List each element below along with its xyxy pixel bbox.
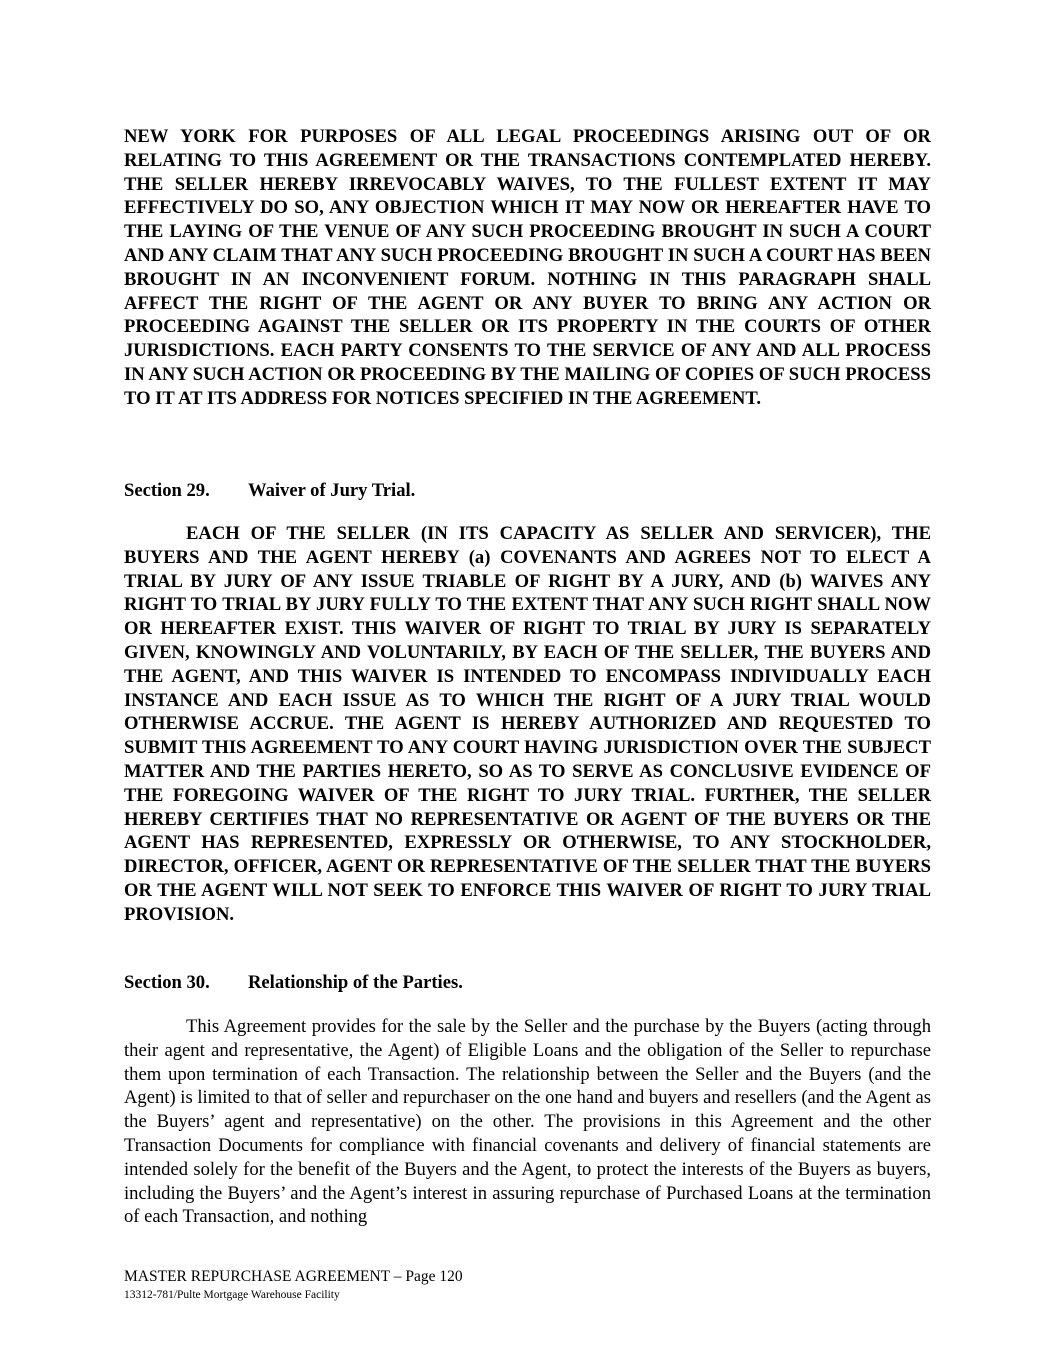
footer-document-reference: 13312-781/Pulte Mortgage Warehouse Facility [124,1289,340,1301]
section-29-body: EACH OF THE SELLER (IN ITS CAPACITY AS SELLER AND SERVICER), THE BUYERS AND THE AGENT HEREBY (a) COVENANTS AND AGREES NOT TO ELECT A TRIAL BY JURY OF ANY ISSUE TRIABLE OF RIGHT BY A JURY, AND (b) WAIVES ANY RIGHT TO TRIAL BY JURY FULLY TO THE EXTENT THAT ANY SUCH RIGHT SHALL NOW OR HEREAFTER EXIST. THIS WAIVER OF RIGHT TO TRIAL BY JURY IS SEPARATELY GIVEN, KNOWINGLY AND VOLUNTARILY, BY EACH OF THE SELLER, THE BUYERS AND THE AGENT, AND THIS WAIVER IS INTENDED TO ENCOMPASS INDIVIDUALLY EACH INSTANCE AND EACH ISSUE AS TO WHICH THE RIGHT OF A JURY TRIAL WOULD OTHERWISE ACCRUE. THE AGENT IS HEREBY AUTHORIZED AND REQUESTED TO SUBMIT THIS AGREEMENT TO ANY COURT HAVING JURISDICTION OVER THE SUBJECT MATTER AND THE PARTIES HERETO, SO AS TO SERVE AS CONCLUSIVE EVIDENCE OF THE FOREGOING WAIVER OF THE RIGHT TO JURY TRIAL. FURTHER, THE SELLER HEREBY CERTIFIES THAT NO REPRESENTATIVE OR AGENT OF THE BUYERS OR THE AGENT HAS REPRESENTED, EXPRESSLY OR OTHERWISE, TO ANY STOCKHOLDER, DIRECTOR, OFFICER, AGENT OR REPRESENTATIVE OF THE SELLER THAT THE BUYERS OR THE AGENT WILL NOT SEEK TO ENFORCE THIS WAIVER OF RIGHT TO JURY TRIAL PROVISION. [124,523,931,925]
section-29-heading [124,479,415,503]
section-30-body: This Agreement provides for the sale by the Seller and the purchase by the Buyers (acting through their agent and representative, the Agent) of Eligible Loans and the obligation of the Seller to repurchase them upon termination of each Transaction. The relationship between the Seller and the Buyers (and the Agent) is limited to that of seller and repurchaser on the one hand and buyers and resellers (and the Agent as the Buyers’ agent and representative) on the other. The provisions in this Agreement and the other Transaction Documents for compliance with financial covenants and delivery of financial statements are intended solely for the benefit of the Buyers and the Agent, to protect the interests of the Buyers as buyers, including the Buyers’ and the Agent’s interest in assuring repurchase of Purchased Loans at the termination of each Transaction, and nothing [124,1016,931,1228]
section-30-number: Section 30. [124,972,210,993]
footer-page-title: MASTER REPURCHASE AGREEMENT – Page 120 [124,1268,463,1285]
section-29-number: Section 29. [124,480,210,501]
governing-law-paragraph-continuation: NEW YORK FOR PURPOSES OF ALL LEGAL PROCEEDINGS ARISING OUT OF OR RELATING TO THIS AGREEMENT OR THE TRANSACTIONS CONTEMPLATED HEREBY. THE SELLER HEREBY IRREVOCABLY WAIVES, TO THE FULLEST EXTENT IT MAY EFFECTIVELY DO SO, ANY OBJECTION WHICH IT MAY NOW OR HEREAFTER HAVE TO THE LAYING OF THE VENUE OF ANY SUCH PROCEEDING BROUGHT IN SUCH A COURT AND ANY CLAIM THAT ANY SUCH PROCEEDING BROUGHT IN SUCH A COURT HAS BEEN BROUGHT IN AN INCONVENIENT FORUM. NOTHING IN THIS PARAGRAPH SHALL AFFECT THE RIGHT OF THE AGENT OR ANY BUYER TO BRING ANY ACTION OR PROCEEDING AGAINST THE SELLER OR ITS PROPERTY IN THE COURTS OF OTHER JURISDICTIONS. EACH PARTY CONSENTS TO THE SERVICE OF ANY AND ALL PROCESS IN ANY SUCH ACTION OR PROCEEDING BY THE MAILING OF COPIES OF SUCH PROCESS TO IT AT ITS ADDRESS FOR NOTICES SPECIFIED IN THE AGREEMENT. [124,126,931,409]
section-30-title: Relationship of the Parties. [248,972,463,993]
section-29-title: Waiver of Jury Trial. [248,480,416,501]
section-30-heading [124,971,463,995]
